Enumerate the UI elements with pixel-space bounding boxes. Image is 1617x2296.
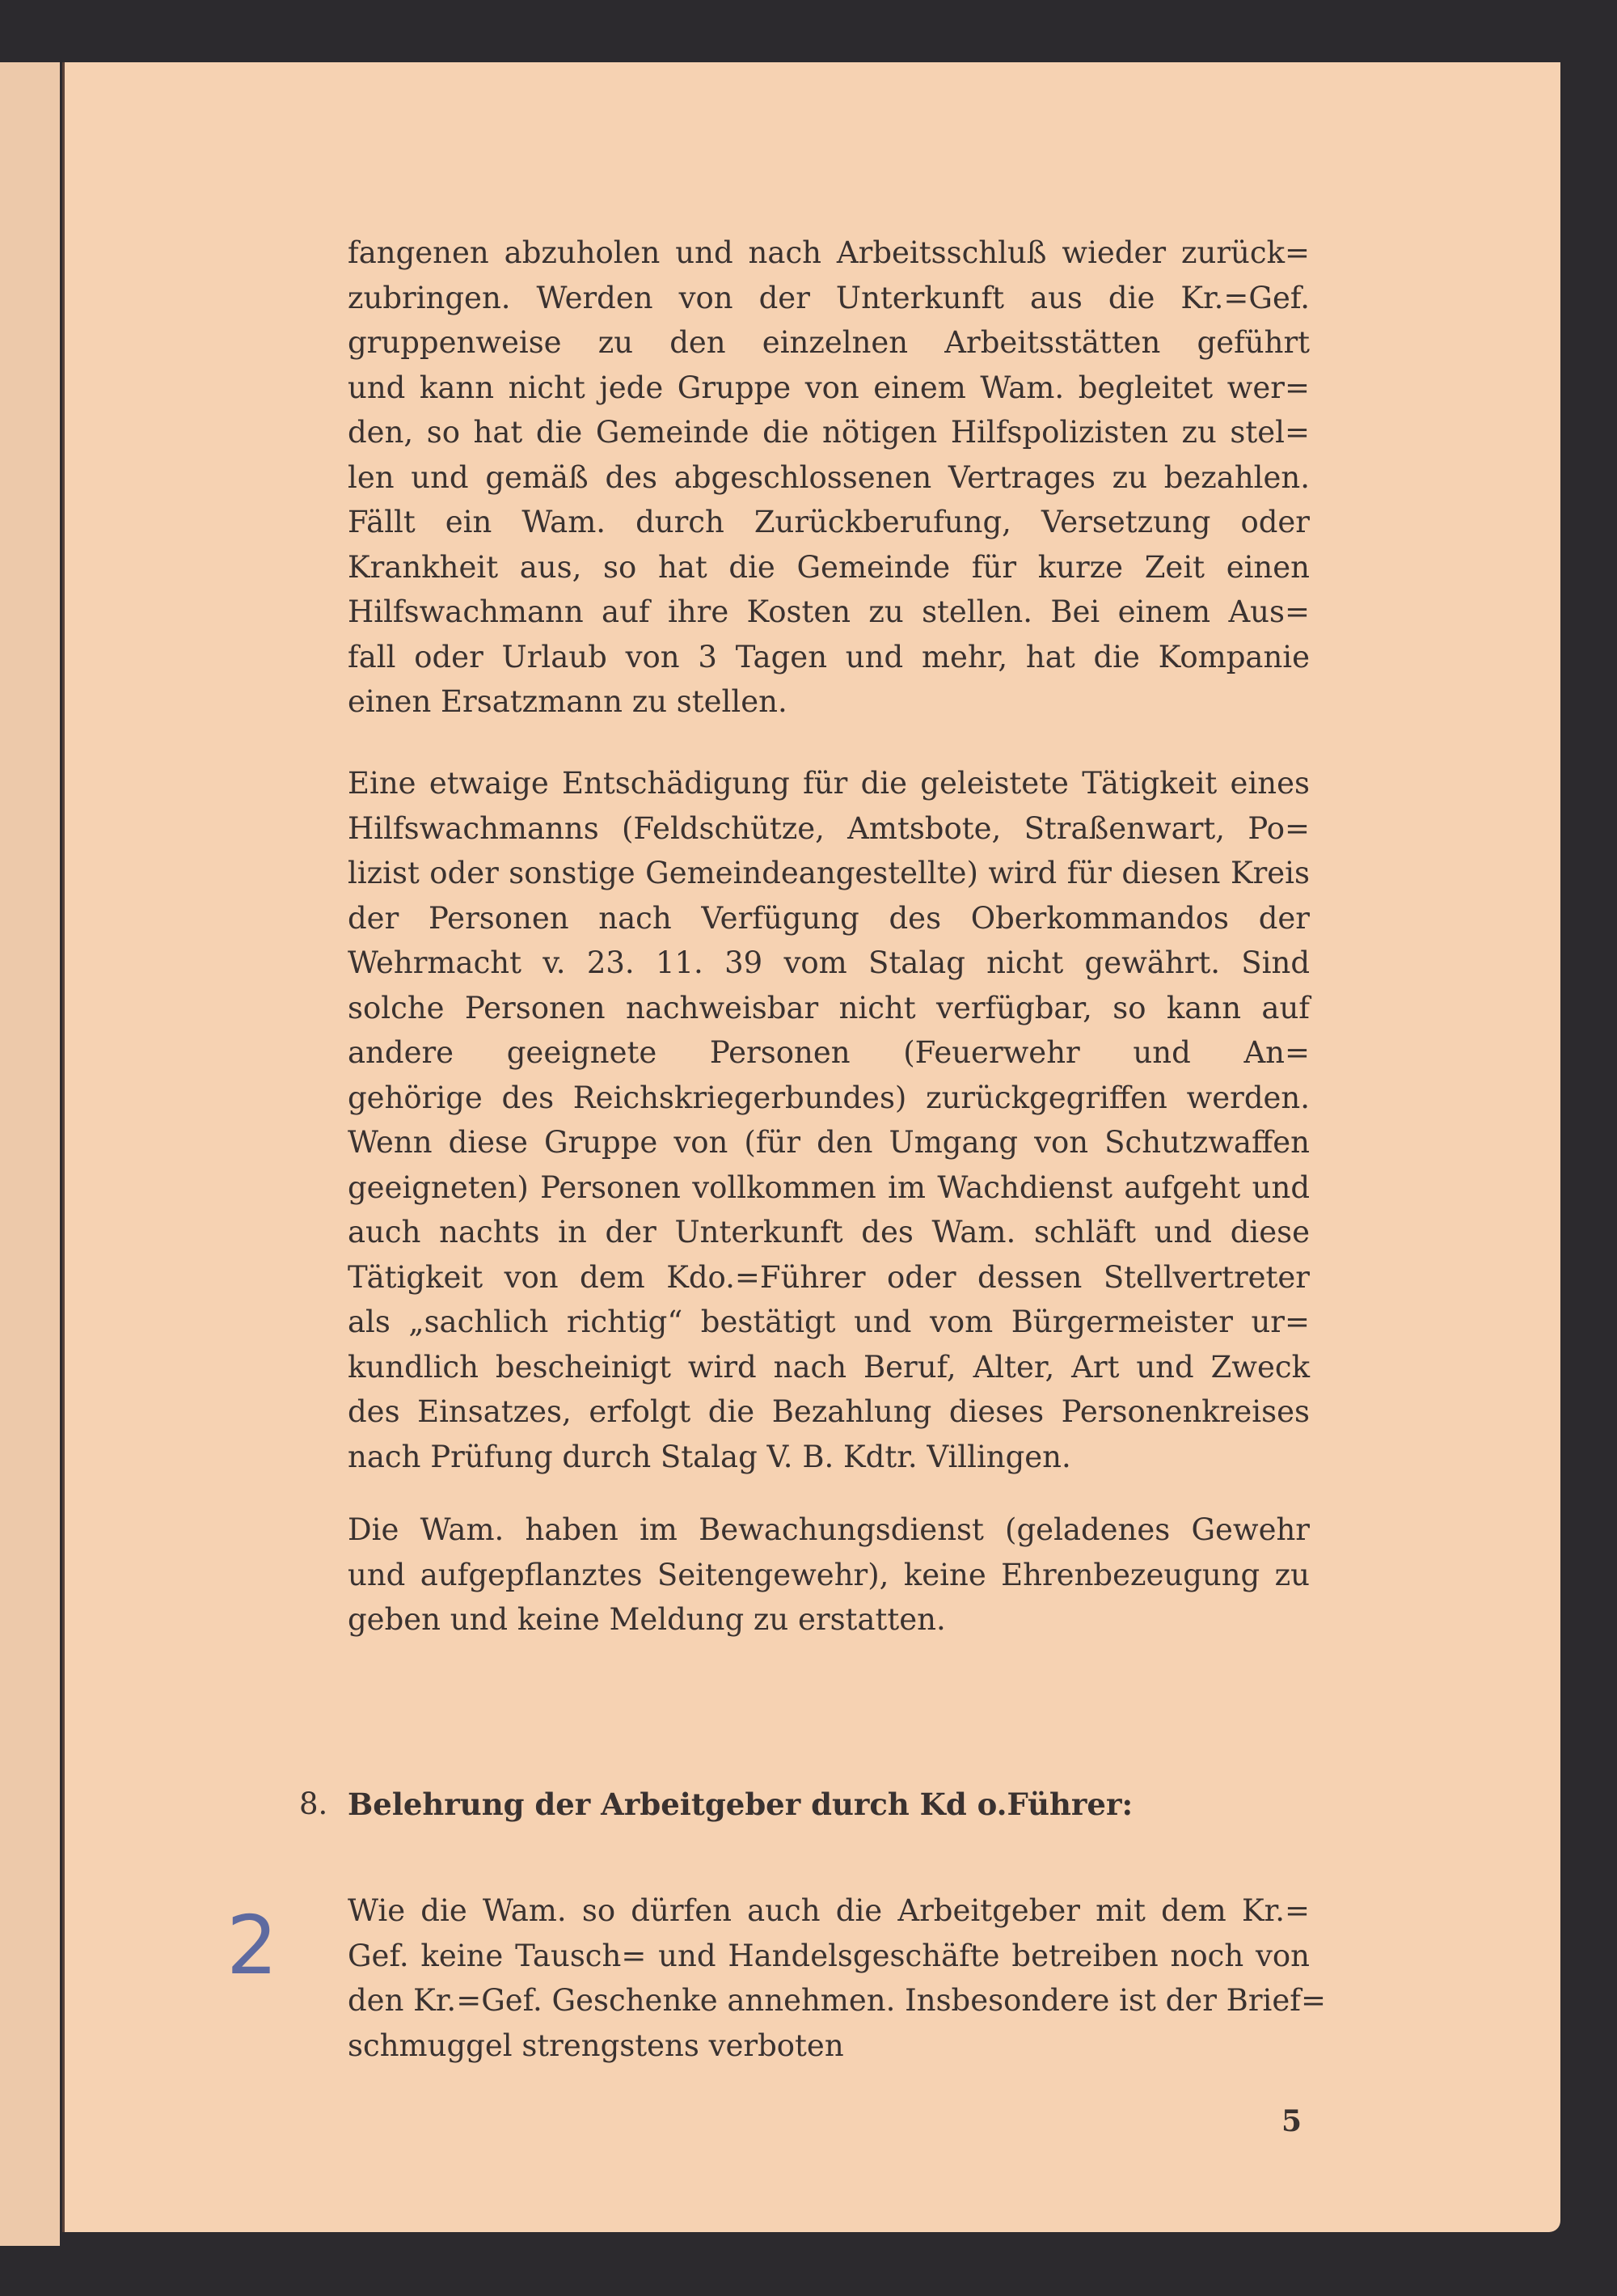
section-text-line: Wie die Wam. so dürfen auch die Arbeitgeber mit dem Kr.= (348, 1893, 1310, 1928)
text-line: fangenen abzuholen und nach Arbeitsschluß wieder zurück= (348, 235, 1310, 270)
text-line: Wenn diese Gruppe von (für den Umgang von Schutzwaffen (348, 1125, 1310, 1160)
text-line: als „sachlich richtig“ bestätigt und vom Bürgermeister ur= (348, 1304, 1310, 1339)
text-line: Krankheit aus, so hat die Gemeinde für kurze Zeit einen (348, 549, 1310, 585)
text-line: fall oder Urlaub von 3 Tagen und mehr, hat die Kompanie (348, 639, 1310, 674)
text-line: auch nachts in der Unterkunft des Wam. schläft und diese (348, 1215, 1310, 1249)
text-line: kundlich bescheinigt wird nach Beruf, Alter, Art und Zweck (348, 1349, 1310, 1385)
text-line: geeigneten) Personen vollkommen im Wachdienst aufgeht und (348, 1169, 1310, 1205)
text-line: len und gemäß des abgeschlossenen Vertrages zu bezahlen. (348, 459, 1310, 495)
text-line: Wehrmacht v. 23. 11. 39 vom Stalag nicht gewährt. Sind (348, 945, 1310, 980)
text-line: der Personen nach Verfügung des Oberkommandos der (348, 900, 1310, 936)
text-line: Hilfswachmanns (Feldschütze, Amtsbote, Straßenwart, Po= (348, 810, 1310, 846)
document-page (62, 62, 1560, 2232)
text-line: Eine etwaige Entschädigung für die geleistete Tätigkeit eines (348, 766, 1310, 801)
section-text-line: schmuggel strengstens verboten (348, 2027, 844, 2063)
text-line: den, so hat die Gemeinde die nötigen Hilfspolizisten zu stel= (348, 415, 1310, 450)
text-line: Hilfswachmann auf ihre Kosten zu stellen. Bei einem Aus= (348, 594, 1310, 629)
text-line: andere geeignete Personen (Feuerwehr und An= (348, 1035, 1310, 1070)
text-line: des Einsatzes, erfolgt die Bezahlung dieses Personenkreises (348, 1394, 1310, 1429)
text-line: gruppenweise zu den einzelnen Arbeitsstätten geführt (348, 325, 1310, 360)
text-line: und aufgepflanztes Seitengewehr), keine Ehrenbezeugung zu (348, 1557, 1310, 1592)
text-line: Fällt ein Wam. durch Zurückberufung, Versetzung oder (348, 505, 1310, 539)
section-text-line: Gef. keine Tausch= und Handelsgeschäfte betreiben noch von (348, 1938, 1310, 1973)
pencil-annotation: 2 (226, 1898, 278, 1993)
text-line: gehörige des Reichskriegerbundes) zurückgegriffen werden. (348, 1080, 1310, 1115)
text-line: solche Personen nachweisbar nicht verfügbar, so kann auf (348, 990, 1310, 1025)
section-number: 8. (299, 1786, 328, 1821)
section-text-line: den Kr.=Gef. Geschenke annehmen. Insbesondere ist der Brief= (348, 1983, 1326, 2018)
text-line: nach Prüfung durch Stalag V. B. Kdtr. Villingen. (348, 1439, 1071, 1474)
page-number: 5 (1281, 2104, 1302, 2138)
text-line: Die Wam. haben im Bewachungsdienst (geladenes Gewehr (348, 1512, 1310, 1547)
text-line: und kann nicht jede Gruppe von einem Wam. begleitet wer= (348, 370, 1310, 405)
text-line: zubringen. Werden von der Unterkunft aus die Kr.=Gef. (348, 280, 1310, 315)
text-line: geben und keine Meldung zu erstatten. (348, 1602, 946, 1637)
text-line: Tätigkeit von dem Kdo.=Führer oder dessen Stellvertreter (348, 1259, 1310, 1295)
facing-page-edge (0, 62, 60, 2246)
text-line: lizist oder sonstige Gemeindeangestellte) wird für diesen Kreis (348, 856, 1310, 890)
text-line: einen Ersatzmann zu stellen. (348, 684, 787, 719)
section-heading: Belehrung der Arbeitgeber durch Kd o.Führer: (348, 1786, 1134, 1822)
